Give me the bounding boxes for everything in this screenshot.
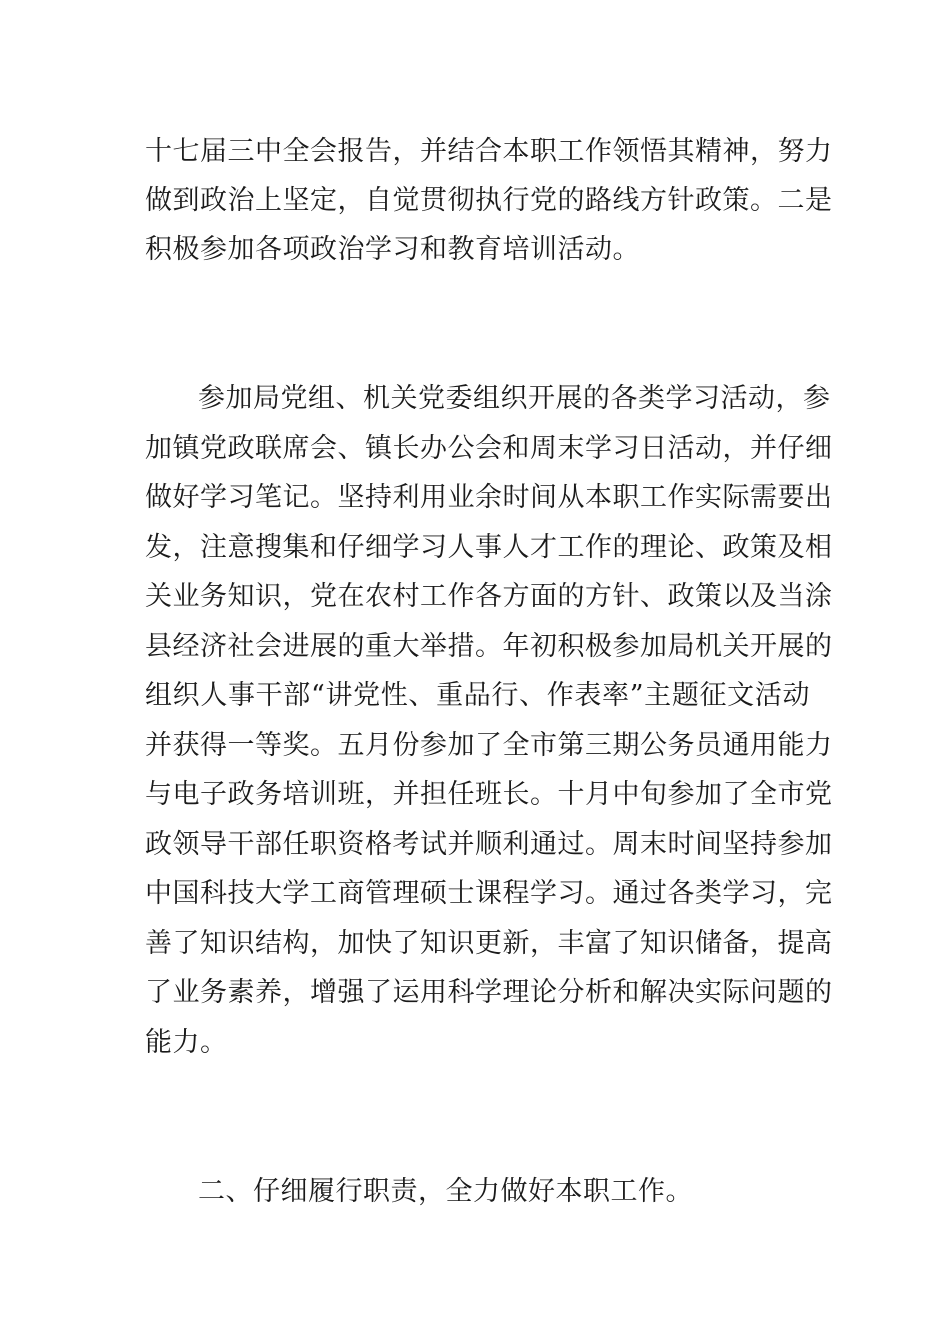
paragraph-2-line-11: 中国科技大学工商管理硕士课程学习。通过各类学习，完 <box>145 878 833 909</box>
paragraph-2-line-12: 善了知识结构，加快了知识更新，丰富了知识储备，提高 <box>145 928 833 959</box>
paragraph-2-line-1: 参加局党组、机关党委组织开展的各类学习活动，参 <box>198 383 831 414</box>
section-heading-2: 二、仔细履行职责，全力做好本职工作。 <box>198 1176 693 1207</box>
paragraph-2-line-6: 县经济社会进展的重大举措。年初积极参加局机关开展的 <box>145 631 833 662</box>
paragraph-2-line-3: 做好学习笔记。坚持利用业余时间从本职工作实际需要出 <box>145 482 833 513</box>
paragraph-2-line-9: 与电子政务培训班，并担任班长。十月中旬参加了全市党 <box>145 779 833 810</box>
paragraph-2-line-4: 发，注意搜集和仔细学习人事人才工作的理论、政策及相 <box>145 532 833 563</box>
paragraph-1-line-3: 积极参加各项政治学习和教育培训活动。 <box>145 234 640 265</box>
paragraph-2-line-10: 政领导干部任职资格考试并顺利通过。周末时间坚持参加 <box>145 829 833 860</box>
paragraph-2-line-13: 了业务素养，增强了运用科学理论分析和解决实际问题的 <box>145 977 833 1008</box>
paragraph-2-line-2: 加镇党政联席会、镇长办公会和周末学习日活动，并仔细 <box>145 433 833 464</box>
paragraph-2-line-5: 关业务知识，党在农村工作各方面的方针、政策以及当涂 <box>145 581 833 612</box>
paragraph-2-line-7: 组织人事干部“讲党性、重品行、作表率”主题征文活动 <box>145 680 810 711</box>
paragraph-2-line-14: 能力。 <box>145 1027 228 1058</box>
paragraph-2-line-8: 并获得一等奖。五月份参加了全市第三期公务员通用能力 <box>145 730 833 761</box>
paragraph-1-line-2: 做到政治上坚定，自觉贯彻执行党的路线方针政策。二是 <box>145 185 833 216</box>
paragraph-1-line-1: 十七届三中全会报告，并结合本职工作领悟其精神，努力 <box>145 136 833 167</box>
